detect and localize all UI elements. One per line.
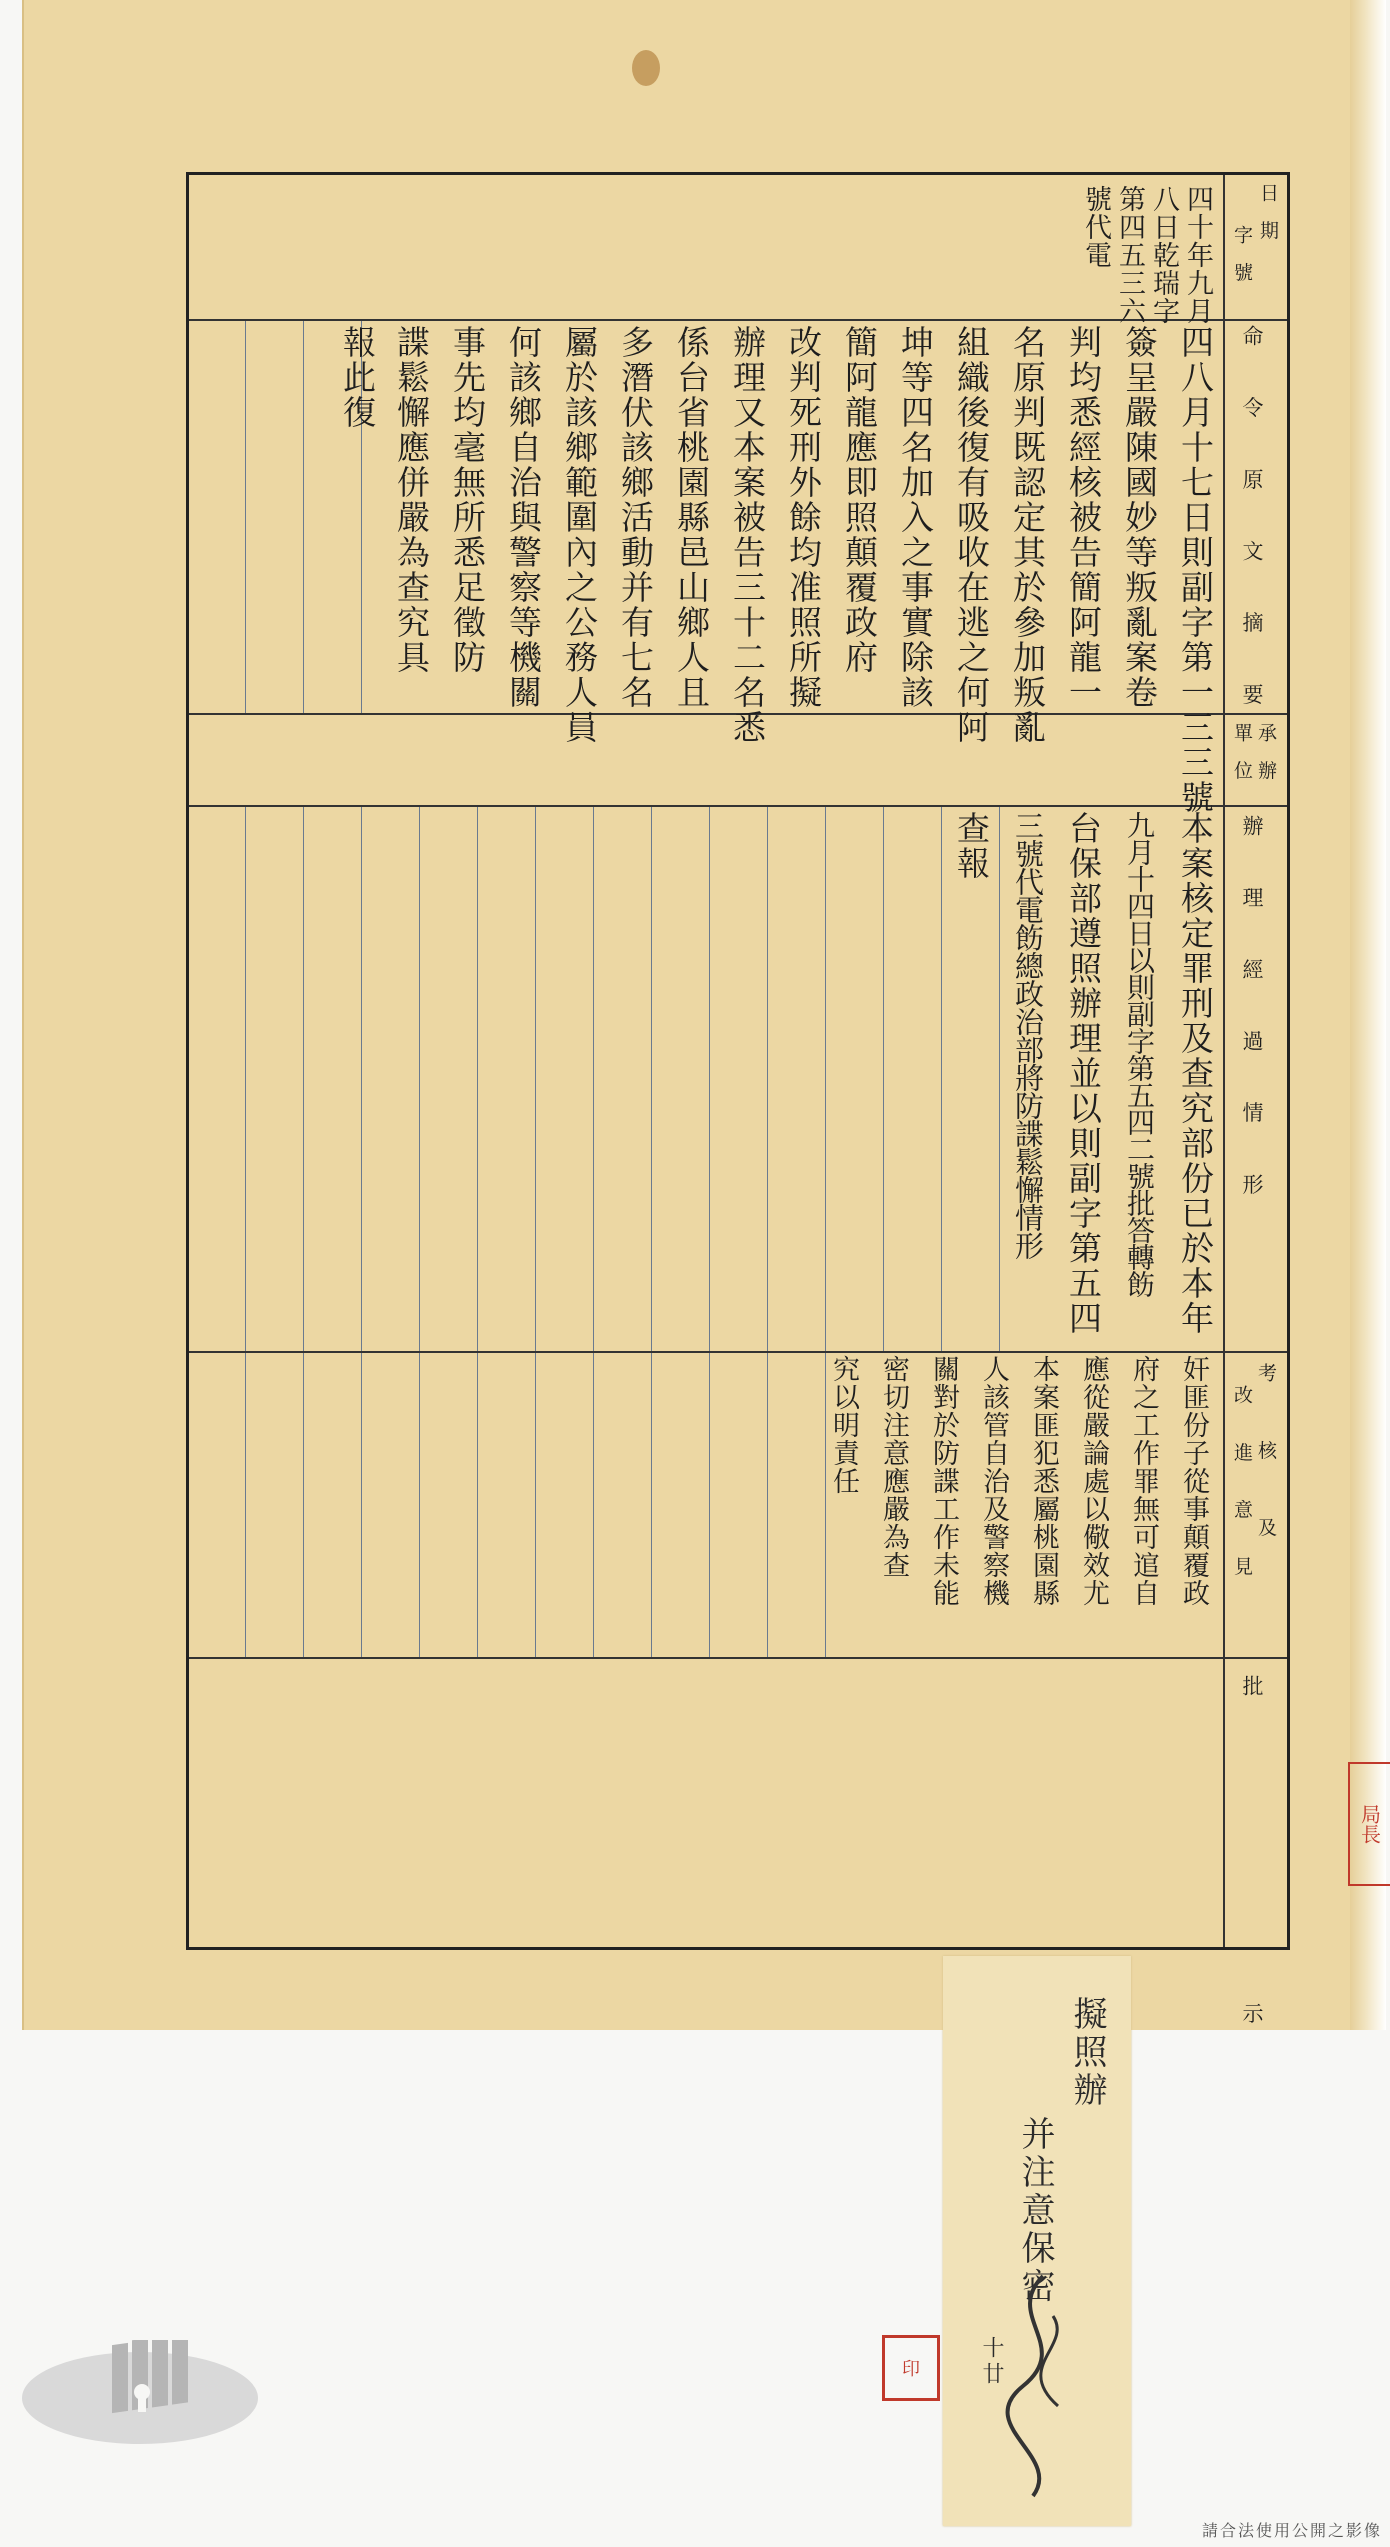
approval-slip xyxy=(943,1956,1131,2526)
summary-line: 報此復 xyxy=(338,325,377,430)
process-line: 查報 xyxy=(952,811,991,881)
sheet-edge xyxy=(1350,0,1386,2030)
process-line: 本案核定罪刑及查究部份已於本年 xyxy=(1176,811,1215,1336)
punch-hole xyxy=(632,50,660,86)
opinion-line: 本案匪犯悉屬桃園縣 xyxy=(1028,1355,1059,1607)
unit-divider xyxy=(189,805,1287,807)
opinion-label-1: 考 核 及 xyxy=(1255,1363,1277,1563)
process-divider xyxy=(189,1351,1287,1353)
opinion-label-2: 改 進 意 見 xyxy=(1231,1385,1253,1592)
opinion-divider xyxy=(189,1657,1287,1659)
unit-label-1: 承 辦 xyxy=(1255,723,1277,786)
slip-date: 十廿 xyxy=(979,2336,1004,2388)
summary-line: 簽呈嚴陳國妙等叛亂案卷 xyxy=(1120,325,1159,710)
summary-line: 多潛伏該鄉活動并有七名 xyxy=(616,325,655,710)
summary-line: 屬於該鄉範圍內之公務人員 xyxy=(560,325,599,745)
opinion-line: 奸匪份子從事顛覆政 xyxy=(1178,1355,1209,1607)
slip-line: 并注意保密 xyxy=(1015,2116,1055,2306)
summary-line: 組織後復有吸收在逃之何阿 xyxy=(952,325,991,745)
director-stamp: 局長 xyxy=(1348,1762,1390,1886)
opinion-line: 府之工作罪無可逭自 xyxy=(1128,1355,1159,1607)
summary-line: 簡阿龍應即照顛覆政府 xyxy=(840,325,879,675)
opinion-line: 究以明責任 xyxy=(828,1355,859,1495)
opinion-line: 人該管自治及警察機 xyxy=(978,1355,1009,1607)
red-seal: 印 xyxy=(882,2335,940,2401)
summary-line: 名原判既認定其於參加叛亂 xyxy=(1008,325,1047,745)
process-line: 三號代電飭總政治部將防諜鬆懈情形 xyxy=(1011,811,1045,1259)
summary-line: 事先均毫無所悉足徵防 xyxy=(448,325,487,675)
summary-line: 辦理又本案被告三十二名悉 xyxy=(728,325,767,745)
record-form: 日 期 字 號 命 令 原 文 摘 要 承 辦 單 位 辦 理 經 過 情 形 考 核 及 改 進 意 見 批 示 四十年九月 八日乾瑞字 第四五三六 號代電 四八月十七日則副字第一三三號 簽呈嚴陳國妙等叛亂案卷 判均悉經核被告簡阿龍一 名原判既認定其於參加叛亂 組織後復有吸收在逃之何阿 坤等四名加入之事實除該 簡阿龍應即照顛覆政府 改判死刑外餘均准照所擬 辦理又本案被告三十二名悉 係台省桃園縣邑山鄉人且 多潛伏該鄉活動并有七名 屬於該鄉範圍內之公務人員 何該鄉自治與警察等機關 事先均毫無所悉足徵防 諜鬆懈應併嚴為查究具 報此復 本案核定罪刑及查究部份已於本年 九月十四日以則副字第五四二號批答轉飭 台保部遵照辦理並以則副字第五四 三號代電飭總政治部將防諜鬆懈情形 查報 奸匪份子從事顛覆政 府之工作罪無可逭自 應從嚴論處以儆效尤 本案匪犯悉屬桃園縣 人該管自治及警察機 關對於防諜工作未能 密切注意應嚴為查 究以明責任 xyxy=(186,172,1290,1950)
summary-line: 何該鄉自治與警察等機關 xyxy=(504,325,543,710)
summary-line: 諜鬆懈應併嚴為查究具 xyxy=(392,325,431,675)
slip-line: 擬照辦 xyxy=(1067,1996,1107,2110)
opinion-line: 應從嚴論處以儆效尤 xyxy=(1078,1355,1109,1607)
approval-label: 批 示 xyxy=(1240,1675,1264,2174)
summary-line: 四八月十七日則副字第一三三號 xyxy=(1176,325,1215,815)
usage-notice: 請合法使用公開之影像 xyxy=(1201,2521,1382,2540)
summary-line: 係台省桃園縣邑山鄉人且 xyxy=(672,325,711,710)
number-label: 字 號 xyxy=(1231,225,1253,288)
process-line: 台保部遵照辦理並以則副字第五四 xyxy=(1064,811,1103,1336)
signature-mark xyxy=(983,2256,1093,2506)
summary-line: 坤等四名加入之事實除該 xyxy=(896,325,935,710)
archive-logo-icon xyxy=(20,2340,260,2450)
opinion-line: 關對於防諜工作未能 xyxy=(928,1355,959,1607)
summary-line: 改判死刑外餘均准照所擬 xyxy=(784,325,823,710)
date-label: 日 期 xyxy=(1257,183,1279,246)
summary-label: 命 令 原 文 摘 要 xyxy=(1240,325,1264,727)
opinion-line: 密切注意應嚴為查 xyxy=(878,1355,909,1579)
process-label: 辦 理 經 過 情 形 xyxy=(1240,815,1264,1217)
process-line: 九月十四日以則副字第五四二號批答轉飭 xyxy=(1123,811,1156,1297)
summary-line: 判均悉經核被告簡阿龍一 xyxy=(1064,325,1103,710)
unit-label-2: 單 位 xyxy=(1231,723,1253,786)
